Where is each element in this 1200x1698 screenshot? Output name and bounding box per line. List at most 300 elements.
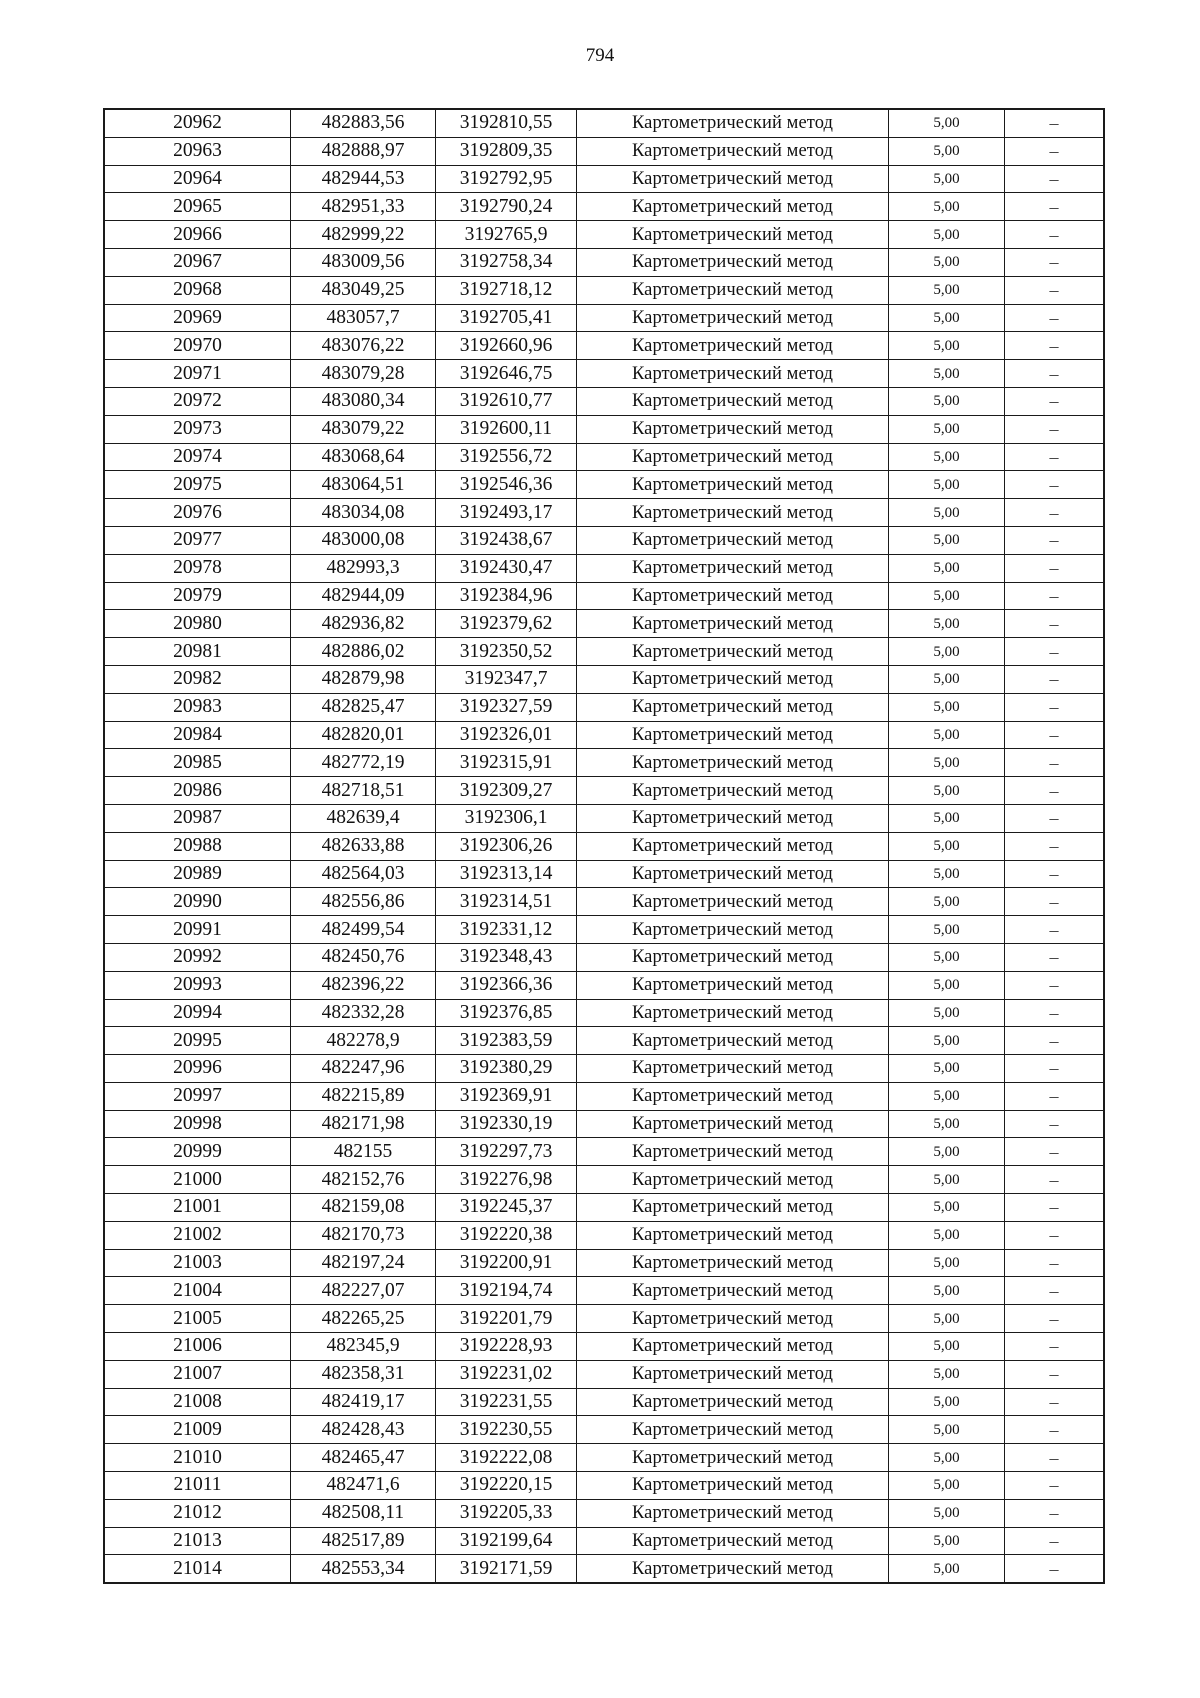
y-coordinate-cell: 3192222,08	[436, 1444, 577, 1472]
accuracy-cell: 5,00	[889, 860, 1005, 888]
note-cell: –	[1005, 832, 1105, 860]
method-cell: Картометрический метод	[577, 1249, 889, 1277]
x-coordinate-cell: 482465,47	[291, 1444, 436, 1472]
table-row	[104, 1360, 1104, 1388]
table-row	[104, 610, 1104, 638]
accuracy-cell: 5,00	[889, 471, 1005, 499]
accuracy-cell: 5,00	[889, 1472, 1005, 1500]
y-coordinate-cell: 3192758,34	[436, 248, 577, 276]
method-cell: Картометрический метод	[577, 1555, 889, 1583]
point-number-cell: 21001	[104, 1194, 291, 1222]
table-row	[104, 248, 1104, 276]
point-number-cell: 20993	[104, 971, 291, 999]
x-coordinate-cell: 482951,33	[291, 193, 436, 221]
accuracy-cell: 5,00	[889, 971, 1005, 999]
y-coordinate-cell: 3192705,41	[436, 304, 577, 332]
point-number-cell: 20976	[104, 499, 291, 527]
y-coordinate-cell: 3192376,85	[436, 999, 577, 1027]
x-coordinate-cell: 482358,31	[291, 1360, 436, 1388]
table-row	[104, 109, 1104, 137]
note-cell: –	[1005, 387, 1105, 415]
x-coordinate-cell: 482879,98	[291, 665, 436, 693]
note-cell: –	[1005, 1305, 1105, 1333]
table-row	[104, 332, 1104, 360]
point-number-cell: 20991	[104, 916, 291, 944]
point-number-cell: 21002	[104, 1221, 291, 1249]
point-number-cell: 20963	[104, 137, 291, 165]
table-row	[104, 693, 1104, 721]
note-cell: –	[1005, 443, 1105, 471]
table-row	[104, 1138, 1104, 1166]
method-cell: Картометрический метод	[577, 1277, 889, 1305]
accuracy-cell: 5,00	[889, 1499, 1005, 1527]
y-coordinate-cell: 3192314,51	[436, 888, 577, 916]
method-cell: Картометрический метод	[577, 1499, 889, 1527]
method-cell: Картометрический метод	[577, 415, 889, 443]
point-number-cell: 20968	[104, 276, 291, 304]
y-coordinate-cell: 3192199,64	[436, 1527, 577, 1555]
method-cell: Картометрический метод	[577, 693, 889, 721]
y-coordinate-cell: 3192326,01	[436, 721, 577, 749]
table-row	[104, 1055, 1104, 1083]
x-coordinate-cell: 483000,08	[291, 526, 436, 554]
x-coordinate-cell: 482820,01	[291, 721, 436, 749]
note-cell: –	[1005, 1360, 1105, 1388]
method-cell: Картометрический метод	[577, 860, 889, 888]
note-cell: –	[1005, 610, 1105, 638]
table-row	[104, 221, 1104, 249]
note-cell: –	[1005, 137, 1105, 165]
x-coordinate-cell: 482215,89	[291, 1082, 436, 1110]
y-coordinate-cell: 3192718,12	[436, 276, 577, 304]
y-coordinate-cell: 3192660,96	[436, 332, 577, 360]
note-cell: –	[1005, 1138, 1105, 1166]
note-cell: –	[1005, 1277, 1105, 1305]
point-number-cell: 20995	[104, 1027, 291, 1055]
point-number-cell: 20971	[104, 360, 291, 388]
x-coordinate-cell: 483079,28	[291, 360, 436, 388]
method-cell: Картометрический метод	[577, 499, 889, 527]
note-cell: –	[1005, 804, 1105, 832]
x-coordinate-cell: 483076,22	[291, 332, 436, 360]
point-number-cell: 20992	[104, 943, 291, 971]
note-cell: –	[1005, 1388, 1105, 1416]
accuracy-cell: 5,00	[889, 1305, 1005, 1333]
accuracy-cell: 5,00	[889, 1110, 1005, 1138]
y-coordinate-cell: 3192430,47	[436, 554, 577, 582]
accuracy-cell: 5,00	[889, 387, 1005, 415]
note-cell: –	[1005, 276, 1105, 304]
method-cell: Картометрический метод	[577, 248, 889, 276]
method-cell: Картометрический метод	[577, 999, 889, 1027]
y-coordinate-cell: 3192556,72	[436, 443, 577, 471]
method-cell: Картометрический метод	[577, 332, 889, 360]
method-cell: Картометрический метод	[577, 1305, 889, 1333]
point-number-cell: 20973	[104, 415, 291, 443]
note-cell: –	[1005, 471, 1105, 499]
point-number-cell: 21014	[104, 1555, 291, 1583]
accuracy-cell: 5,00	[889, 582, 1005, 610]
method-cell: Картометрический метод	[577, 276, 889, 304]
table-row	[104, 860, 1104, 888]
table-row	[104, 999, 1104, 1027]
method-cell: Картометрический метод	[577, 638, 889, 666]
table-row	[104, 304, 1104, 332]
note-cell: –	[1005, 860, 1105, 888]
point-number-cell: 20974	[104, 443, 291, 471]
y-coordinate-cell: 3192330,19	[436, 1110, 577, 1138]
point-number-cell: 20982	[104, 665, 291, 693]
accuracy-cell: 5,00	[889, 1221, 1005, 1249]
note-cell: –	[1005, 582, 1105, 610]
x-coordinate-cell: 482883,56	[291, 109, 436, 137]
accuracy-cell: 5,00	[889, 276, 1005, 304]
x-coordinate-cell: 482227,07	[291, 1277, 436, 1305]
method-cell: Картометрический метод	[577, 888, 889, 916]
y-coordinate-cell: 3192276,98	[436, 1166, 577, 1194]
note-cell: –	[1005, 1249, 1105, 1277]
table-row	[104, 276, 1104, 304]
table-row	[104, 916, 1104, 944]
accuracy-cell: 5,00	[889, 1055, 1005, 1083]
x-coordinate-cell: 483080,34	[291, 387, 436, 415]
point-number-cell: 20966	[104, 221, 291, 249]
method-cell: Картометрический метод	[577, 721, 889, 749]
note-cell: –	[1005, 193, 1105, 221]
table-row	[104, 1444, 1104, 1472]
y-coordinate-cell: 3192331,12	[436, 916, 577, 944]
point-number-cell: 20983	[104, 693, 291, 721]
table-row	[104, 387, 1104, 415]
point-number-cell: 20988	[104, 832, 291, 860]
x-coordinate-cell: 482155	[291, 1138, 436, 1166]
table-row	[104, 471, 1104, 499]
accuracy-cell: 5,00	[889, 1194, 1005, 1222]
y-coordinate-cell: 3192646,75	[436, 360, 577, 388]
point-number-cell: 21005	[104, 1305, 291, 1333]
method-cell: Картометрический метод	[577, 1221, 889, 1249]
x-coordinate-cell: 483009,56	[291, 248, 436, 276]
accuracy-cell: 5,00	[889, 443, 1005, 471]
accuracy-cell: 5,00	[889, 1360, 1005, 1388]
point-number-cell: 20989	[104, 860, 291, 888]
y-coordinate-cell: 3192230,55	[436, 1416, 577, 1444]
point-number-cell: 20964	[104, 165, 291, 193]
x-coordinate-cell: 482553,34	[291, 1555, 436, 1583]
point-number-cell: 20990	[104, 888, 291, 916]
accuracy-cell: 5,00	[889, 1138, 1005, 1166]
point-number-cell: 20985	[104, 749, 291, 777]
note-cell: –	[1005, 1499, 1105, 1527]
table-row	[104, 943, 1104, 971]
x-coordinate-cell: 482170,73	[291, 1221, 436, 1249]
point-number-cell: 21008	[104, 1388, 291, 1416]
accuracy-cell: 5,00	[889, 749, 1005, 777]
table-row	[104, 1277, 1104, 1305]
x-coordinate-cell: 482888,97	[291, 137, 436, 165]
y-coordinate-cell: 3192315,91	[436, 749, 577, 777]
point-number-cell: 20996	[104, 1055, 291, 1083]
accuracy-cell: 5,00	[889, 1249, 1005, 1277]
y-coordinate-cell: 3192347,7	[436, 665, 577, 693]
x-coordinate-cell: 482718,51	[291, 777, 436, 805]
note-cell: –	[1005, 971, 1105, 999]
method-cell: Картометрический метод	[577, 1194, 889, 1222]
accuracy-cell: 5,00	[889, 221, 1005, 249]
y-coordinate-cell: 3192493,17	[436, 499, 577, 527]
x-coordinate-cell: 482499,54	[291, 916, 436, 944]
point-number-cell: 20997	[104, 1082, 291, 1110]
y-coordinate-cell: 3192306,26	[436, 832, 577, 860]
x-coordinate-cell: 482936,82	[291, 610, 436, 638]
accuracy-cell: 5,00	[889, 804, 1005, 832]
point-number-cell: 20994	[104, 999, 291, 1027]
accuracy-cell: 5,00	[889, 1444, 1005, 1472]
method-cell: Картометрический метод	[577, 165, 889, 193]
x-coordinate-cell: 482396,22	[291, 971, 436, 999]
note-cell: –	[1005, 165, 1105, 193]
method-cell: Картометрический метод	[577, 971, 889, 999]
accuracy-cell: 5,00	[889, 1277, 1005, 1305]
accuracy-cell: 5,00	[889, 916, 1005, 944]
accuracy-cell: 5,00	[889, 999, 1005, 1027]
note-cell: –	[1005, 554, 1105, 582]
method-cell: Картометрический метод	[577, 1138, 889, 1166]
table-row	[104, 582, 1104, 610]
point-number-cell: 20984	[104, 721, 291, 749]
note-cell: –	[1005, 916, 1105, 944]
note-cell: –	[1005, 221, 1105, 249]
x-coordinate-cell: 483034,08	[291, 499, 436, 527]
table-row	[104, 1333, 1104, 1361]
x-coordinate-cell: 483049,25	[291, 276, 436, 304]
method-cell: Картометрический метод	[577, 943, 889, 971]
point-number-cell: 20967	[104, 248, 291, 276]
note-cell: –	[1005, 304, 1105, 332]
note-cell: –	[1005, 1527, 1105, 1555]
table-row	[104, 749, 1104, 777]
accuracy-cell: 5,00	[889, 1166, 1005, 1194]
note-cell: –	[1005, 1444, 1105, 1472]
table-row	[104, 1249, 1104, 1277]
point-number-cell: 20972	[104, 387, 291, 415]
accuracy-cell: 5,00	[889, 888, 1005, 916]
x-coordinate-cell: 482944,53	[291, 165, 436, 193]
x-coordinate-cell: 482278,9	[291, 1027, 436, 1055]
table-row	[104, 1472, 1104, 1500]
x-coordinate-cell: 482508,11	[291, 1499, 436, 1527]
x-coordinate-cell: 482159,08	[291, 1194, 436, 1222]
accuracy-cell: 5,00	[889, 193, 1005, 221]
accuracy-cell: 5,00	[889, 943, 1005, 971]
x-coordinate-cell: 482772,19	[291, 749, 436, 777]
x-coordinate-cell: 482428,43	[291, 1416, 436, 1444]
y-coordinate-cell: 3192231,02	[436, 1360, 577, 1388]
accuracy-cell: 5,00	[889, 1527, 1005, 1555]
accuracy-cell: 5,00	[889, 777, 1005, 805]
x-coordinate-cell: 482197,24	[291, 1249, 436, 1277]
method-cell: Картометрический метод	[577, 193, 889, 221]
note-cell: –	[1005, 1472, 1105, 1500]
y-coordinate-cell: 3192610,77	[436, 387, 577, 415]
note-cell: –	[1005, 332, 1105, 360]
method-cell: Картометрический метод	[577, 582, 889, 610]
method-cell: Картометрический метод	[577, 804, 889, 832]
table-row	[104, 193, 1104, 221]
y-coordinate-cell: 3192600,11	[436, 415, 577, 443]
accuracy-cell: 5,00	[889, 360, 1005, 388]
y-coordinate-cell: 3192369,91	[436, 1082, 577, 1110]
accuracy-cell: 5,00	[889, 415, 1005, 443]
method-cell: Картометрический метод	[577, 1333, 889, 1361]
method-cell: Картометрический метод	[577, 1055, 889, 1083]
accuracy-cell: 5,00	[889, 304, 1005, 332]
coordinates-table	[103, 108, 1105, 1584]
table-row	[104, 165, 1104, 193]
point-number-cell: 20970	[104, 332, 291, 360]
note-cell: –	[1005, 693, 1105, 721]
x-coordinate-cell: 482639,4	[291, 804, 436, 832]
point-number-cell: 20962	[104, 109, 291, 137]
note-cell: –	[1005, 1082, 1105, 1110]
point-number-cell: 20977	[104, 526, 291, 554]
x-coordinate-cell: 482564,03	[291, 860, 436, 888]
y-coordinate-cell: 3192309,27	[436, 777, 577, 805]
note-cell: –	[1005, 777, 1105, 805]
accuracy-cell: 5,00	[889, 610, 1005, 638]
accuracy-cell: 5,00	[889, 499, 1005, 527]
y-coordinate-cell: 3192546,36	[436, 471, 577, 499]
note-cell: –	[1005, 1166, 1105, 1194]
table-row	[104, 1416, 1104, 1444]
x-coordinate-cell: 482886,02	[291, 638, 436, 666]
method-cell: Картометрический метод	[577, 360, 889, 388]
table-row	[104, 1110, 1104, 1138]
table-row	[104, 1527, 1104, 1555]
y-coordinate-cell: 3192327,59	[436, 693, 577, 721]
x-coordinate-cell: 482247,96	[291, 1055, 436, 1083]
table-row	[104, 1082, 1104, 1110]
table-row	[104, 665, 1104, 693]
method-cell: Картометрический метод	[577, 1527, 889, 1555]
point-number-cell: 20979	[104, 582, 291, 610]
table-row	[104, 1499, 1104, 1527]
method-cell: Картометрический метод	[577, 1444, 889, 1472]
table-row	[104, 137, 1104, 165]
table-row	[104, 415, 1104, 443]
method-cell: Картометрический метод	[577, 526, 889, 554]
note-cell: –	[1005, 1027, 1105, 1055]
y-coordinate-cell: 3192313,14	[436, 860, 577, 888]
table-row	[104, 526, 1104, 554]
table-row	[104, 1166, 1104, 1194]
note-cell: –	[1005, 360, 1105, 388]
method-cell: Картометрический метод	[577, 610, 889, 638]
table-row	[104, 554, 1104, 582]
point-number-cell: 20999	[104, 1138, 291, 1166]
note-cell: –	[1005, 888, 1105, 916]
point-number-cell: 20969	[104, 304, 291, 332]
point-number-cell: 21009	[104, 1416, 291, 1444]
method-cell: Картометрический метод	[577, 137, 889, 165]
accuracy-cell: 5,00	[889, 1027, 1005, 1055]
note-cell: –	[1005, 665, 1105, 693]
point-number-cell: 20965	[104, 193, 291, 221]
method-cell: Картометрический метод	[577, 443, 889, 471]
accuracy-cell: 5,00	[889, 721, 1005, 749]
y-coordinate-cell: 3192200,91	[436, 1249, 577, 1277]
method-cell: Картометрический метод	[577, 1027, 889, 1055]
y-coordinate-cell: 3192809,35	[436, 137, 577, 165]
method-cell: Картометрический метод	[577, 1388, 889, 1416]
table-row	[104, 1027, 1104, 1055]
x-coordinate-cell: 483064,51	[291, 471, 436, 499]
note-cell: –	[1005, 1055, 1105, 1083]
x-coordinate-cell: 482152,76	[291, 1166, 436, 1194]
table-row	[104, 804, 1104, 832]
y-coordinate-cell: 3192171,59	[436, 1555, 577, 1583]
table-row	[104, 1221, 1104, 1249]
point-number-cell: 21010	[104, 1444, 291, 1472]
note-cell: –	[1005, 721, 1105, 749]
accuracy-cell: 5,00	[889, 554, 1005, 582]
x-coordinate-cell: 482450,76	[291, 943, 436, 971]
method-cell: Картометрический метод	[577, 387, 889, 415]
x-coordinate-cell: 482171,98	[291, 1110, 436, 1138]
method-cell: Картометрический метод	[577, 1416, 889, 1444]
x-coordinate-cell: 482556,86	[291, 888, 436, 916]
point-number-cell: 20978	[104, 554, 291, 582]
y-coordinate-cell: 3192205,33	[436, 1499, 577, 1527]
note-cell: –	[1005, 1221, 1105, 1249]
y-coordinate-cell: 3192348,43	[436, 943, 577, 971]
point-number-cell: 20998	[104, 1110, 291, 1138]
note-cell: –	[1005, 248, 1105, 276]
note-cell: –	[1005, 943, 1105, 971]
x-coordinate-cell: 482332,28	[291, 999, 436, 1027]
y-coordinate-cell: 3192765,9	[436, 221, 577, 249]
y-coordinate-cell: 3192194,74	[436, 1277, 577, 1305]
y-coordinate-cell: 3192350,52	[436, 638, 577, 666]
accuracy-cell: 5,00	[889, 1333, 1005, 1361]
y-coordinate-cell: 3192306,1	[436, 804, 577, 832]
point-number-cell: 21004	[104, 1277, 291, 1305]
table-row	[104, 1555, 1104, 1583]
method-cell: Картометрический метод	[577, 554, 889, 582]
x-coordinate-cell: 482633,88	[291, 832, 436, 860]
method-cell: Картометрический метод	[577, 304, 889, 332]
x-coordinate-cell: 482345,9	[291, 1333, 436, 1361]
x-coordinate-cell: 482993,3	[291, 554, 436, 582]
method-cell: Картометрический метод	[577, 109, 889, 137]
method-cell: Картометрический метод	[577, 832, 889, 860]
accuracy-cell: 5,00	[889, 693, 1005, 721]
coordinates-table-body	[104, 109, 1104, 1583]
method-cell: Картометрический метод	[577, 749, 889, 777]
accuracy-cell: 5,00	[889, 165, 1005, 193]
table-row	[104, 777, 1104, 805]
point-number-cell: 21003	[104, 1249, 291, 1277]
accuracy-cell: 5,00	[889, 526, 1005, 554]
x-coordinate-cell: 482471,6	[291, 1472, 436, 1500]
x-coordinate-cell: 482419,17	[291, 1388, 436, 1416]
point-number-cell: 20980	[104, 610, 291, 638]
y-coordinate-cell: 3192438,67	[436, 526, 577, 554]
y-coordinate-cell: 3192220,38	[436, 1221, 577, 1249]
y-coordinate-cell: 3192810,55	[436, 109, 577, 137]
table-row	[104, 638, 1104, 666]
point-number-cell: 21012	[104, 1499, 291, 1527]
